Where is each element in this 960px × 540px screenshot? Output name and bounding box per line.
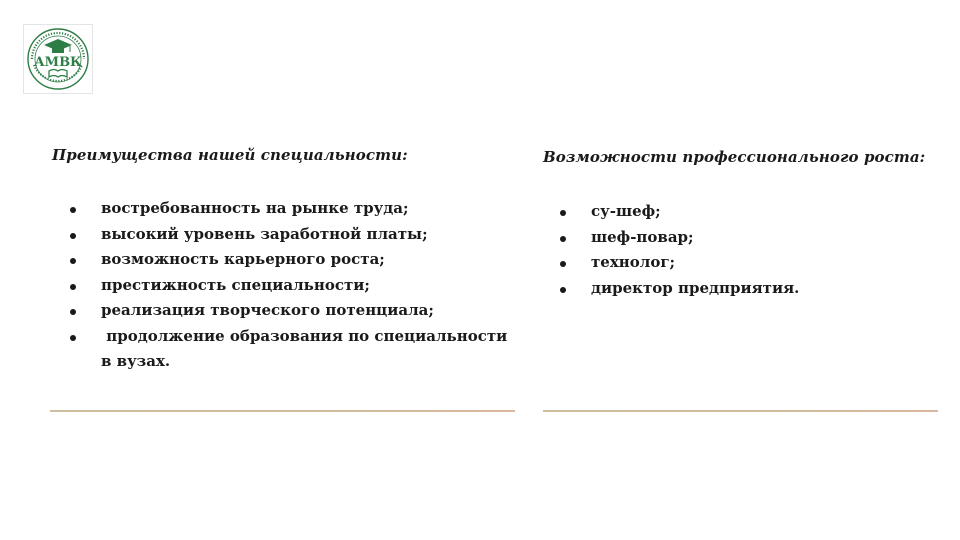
- list-item: [52, 222, 514, 248]
- career-growth-section: [543, 148, 938, 301]
- list-item-text: престижность специальности;: [101, 275, 370, 294]
- list-item: [543, 250, 938, 276]
- bullet-icon: [560, 210, 566, 216]
- list-item-text: технолог;: [591, 253, 676, 271]
- bullet-icon: [70, 309, 76, 315]
- career-growth-list: [543, 199, 938, 301]
- list-item: [543, 199, 938, 225]
- bullet-icon: [560, 287, 566, 293]
- list-item-text: продолжение образования по специальности в вузах.: [101, 326, 513, 370]
- advantages-list: [52, 196, 514, 375]
- bullet-icon: [70, 284, 76, 290]
- bullet-icon: [70, 233, 76, 239]
- book-icon: [49, 70, 67, 78]
- bullet-icon: [70, 335, 76, 341]
- list-item: [543, 276, 938, 302]
- career-growth-heading: Возможности профессионального роста:: [543, 148, 926, 166]
- bullet-icon: [560, 261, 566, 267]
- logo-text: АМВК: [34, 55, 82, 70]
- list-item: [52, 196, 514, 222]
- left-divider: [50, 410, 515, 412]
- bullet-icon: [560, 236, 566, 242]
- list-item-text: директор предприятия.: [591, 278, 800, 297]
- list-item: [52, 324, 514, 375]
- list-item-text: возможность карьерного роста;: [101, 250, 385, 268]
- bullet-icon: [70, 258, 76, 264]
- advantages-heading: Преимущества нашей специальности:: [52, 146, 408, 164]
- college-logo-emblem: [24, 25, 92, 93]
- list-item-text: су-шеф;: [591, 202, 661, 220]
- list-item-text: шеф-повар;: [591, 227, 694, 246]
- list-item: [543, 225, 938, 251]
- advantages-section: [52, 146, 514, 375]
- list-item: [52, 273, 514, 299]
- list-item-text: реализация творческого потенциала;: [101, 301, 434, 319]
- list-item: [52, 247, 514, 273]
- list-item-text: высокий уровень заработной платы;: [101, 224, 428, 243]
- list-item: [52, 298, 514, 324]
- right-divider: [543, 410, 938, 412]
- bullet-icon: [70, 207, 76, 213]
- college-logo: [23, 24, 93, 94]
- list-item-text: востребованность на рынке труда;: [101, 199, 409, 217]
